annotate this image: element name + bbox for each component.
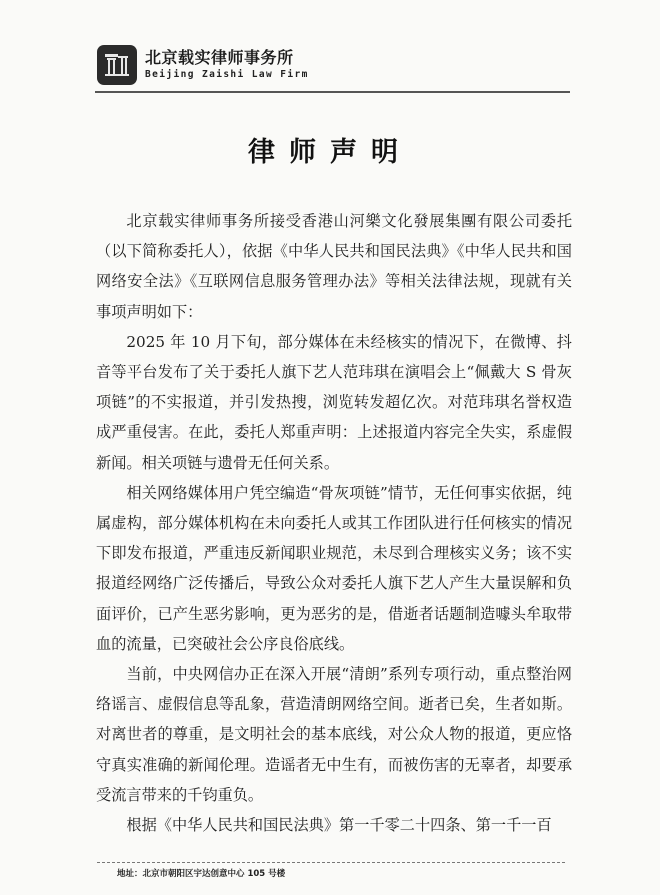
firm-address: 地址：北京市朝阳区宇达创意中心 105 号楼 [117, 869, 286, 879]
paragraph: 北京载实律师事务所接受香港山河樂文化發展集團有限公司委托（以下简称委托人），依据《中华人民共和国民法典》《中华人民共和国网络安全法》《互联网信息服务管理办法》等相关法律法规，现就有关事项声明如下： [96, 212, 572, 321]
document-title: 律师声明 [248, 137, 412, 168]
document-body [96, 206, 572, 840]
header-divider [95, 91, 570, 93]
paragraph: 相关网络媒体用户凭空编造“骨灰项链”情节，无任何事实依据，纯属虚构，部分媒体机构在未向委托人或其工作团队进行任何核实的情况下即发布报道，严重违反新闻职业规范，未尽到合理核实义务；该不实报道经网络广泛传播后，导致公众对委托人旗下艺人产生大量误解和负面评价，已产生恶劣影响，更为恶劣的是，借逝者话题制造噱头牟取带血的流量，已突破社会公序良俗底线。 [96, 483, 572, 653]
footer-divider [97, 862, 565, 863]
paragraph: 当前，中央网信办正在深入开展“清朗”系列专项行动，重点整治网络谣言、虚假信息等乱象，营造清朗网络空间。逝者已矣，生者如斯。对离世者的尊重，是文明社会的基本底线，对公众人物的报道，更应恪守真实准确的新闻伦理。造谣者无中生有，而被伤害的无辜者，却要承受流言带来的千钧重负。 [96, 665, 572, 804]
paragraph: 2025 年 10 月下旬，部分媒体在未经核实的情况下，在微博、抖音等平台发布了关于委托人旗下艺人范玮琪在演唱会上“佩戴大 S 骨灰项链”的不实报道，并引发热搜，浏览转发超亿次。对范玮琪名誉权造成严重侵害。在此，委托人郑重声明：上述报道内容完全失实，系虚假新闻。相关项链与遗骨无任何关系。 [96, 332, 572, 472]
law-firm-logo-icon [97, 45, 137, 85]
paragraph: 根据《中华人民共和国民法典》第一千零二十四条、第一千一百 [126, 816, 552, 835]
firm-name-cn: 北京载实律师事务所 [145, 48, 294, 67]
firm-name-en: Beijing Zaishi Law Firm [145, 69, 309, 80]
letterhead [97, 44, 309, 86]
